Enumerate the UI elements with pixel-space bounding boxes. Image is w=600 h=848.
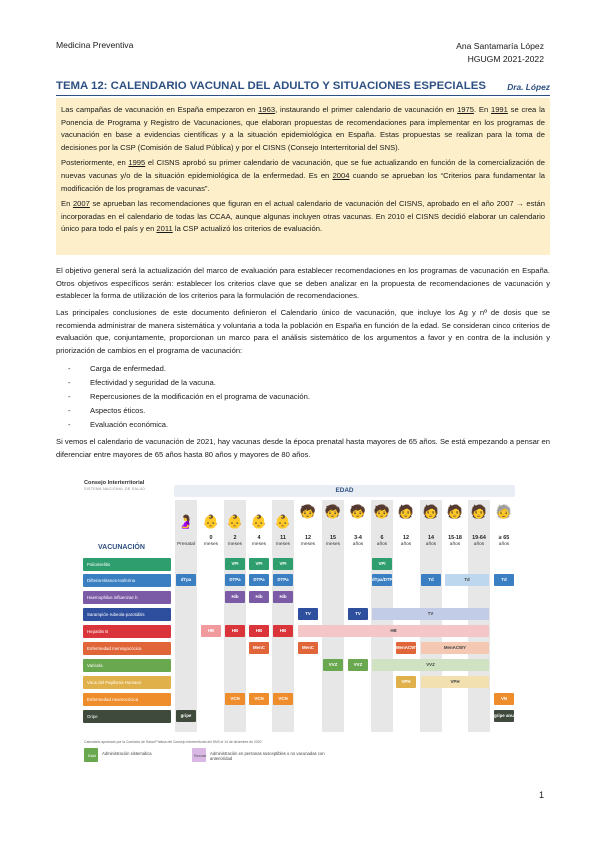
- vaccine-dose-cell: dTpa/DTPa: [372, 574, 392, 586]
- age-label: 6 años: [376, 535, 388, 547]
- vaccine-dose-cell: VPI: [273, 558, 293, 570]
- vaccine-dose-cell: Hib: [273, 591, 293, 603]
- vaccination-calendar-figure: [80, 478, 518, 768]
- vaccination-header: VACUNACIÓN: [98, 544, 145, 551]
- vaccine-dose-cell: VPI: [225, 558, 245, 570]
- vaccine-dose-cell: TV: [298, 608, 318, 620]
- vaccine-row-label: Hepatitis B: [83, 625, 171, 638]
- age-label: 11 meses: [275, 535, 291, 547]
- age-figure-icon: 🧒: [349, 504, 367, 519]
- age-figure-icon: 🤰: [177, 514, 195, 529]
- age-figure-icon: 👶: [202, 514, 220, 529]
- vaccine-dose-cell: HB: [201, 625, 221, 637]
- age-label: 3-4 años: [352, 535, 364, 547]
- council-subtitle: SISTEMA NACIONAL DE SALUD: [84, 487, 146, 491]
- vaccine-dose-cell: DTPa: [225, 574, 245, 586]
- vaccine-dose-cell: VPI: [372, 558, 392, 570]
- vaccine-dose-cell: HB: [225, 625, 245, 637]
- legend-tag-rescate: Rescate: [194, 754, 207, 758]
- body-text: [56, 265, 550, 466]
- vaccine-dose-cell: DTPa: [249, 574, 269, 586]
- vaccine-dose-cell: VCN: [225, 693, 245, 705]
- legend-catchup-text: Administración en personas susceptibles o no vacunadas con anterioridad: [210, 751, 325, 761]
- header-author: Ana Santamaría López: [456, 41, 544, 51]
- vaccine-dose-cell: Hib: [249, 591, 269, 603]
- body-paragraph-3: Si vemos el calendario de vacunación de 2021, hay vacunas desde la época prenatal hasta mayores de 65 años. Se está empezando a pensar en diferenciar entre mayores de 65 años hasta 80 años y mayores de 80 años.: [56, 437, 550, 459]
- vaccine-dose-cell: MenACWY: [396, 642, 416, 654]
- vaccine-row-label: Virus del Papiloma Humano: [83, 676, 171, 689]
- body-paragraph-1: El objetivo general será la actualización del marco de evaluación para establecer recomendaciones en los programas de vacunación en España. Otros objetivos específicos serán: establecer los criterios clave que se deben analizar en la propuesta de recomendaciones de vacunación y establecer la forma de utilización de los criterios para la formulación de recomendaciones.: [56, 266, 550, 301]
- list-item: - Carga de enfermedad.: [56, 362, 550, 376]
- header-author-block: [456, 40, 544, 65]
- vaccine-row-label: Poliomielitis: [83, 558, 171, 571]
- vaccine-dose-cell: MenC: [249, 642, 269, 654]
- age-label: 4 meses: [251, 535, 267, 547]
- vaccine-dose-cell: MenACWY: [421, 642, 489, 654]
- vaccine-dose-cell: HB: [249, 625, 269, 637]
- vaccine-row-label: Enfermedad meningocócica: [83, 642, 171, 655]
- age-figure-icon: 🧑: [446, 504, 464, 519]
- age-figure-icon: 👶: [274, 514, 292, 529]
- vaccine-dose-cell: VVZ: [348, 659, 368, 671]
- legend-tag-edad: Edad: [88, 754, 96, 758]
- age-label: 19-64 años: [472, 535, 486, 547]
- list-item: - Repercusiones de la modificación en el programa de vacunación.: [56, 390, 550, 404]
- age-label: 15 meses: [325, 535, 341, 547]
- vaccine-row-label: Enfermedad neumocócica: [83, 693, 171, 706]
- council-logo-text: Consejo Interterritorial: [84, 480, 145, 486]
- vaccine-dose-cell: MenC: [298, 642, 318, 654]
- page-number: 1: [538, 790, 544, 800]
- vaccine-dose-cell: HB: [298, 625, 489, 637]
- body-paragraph-2: Las principales conclusiones de este documento definieron el Calendario único de vacunación, que incluye los Ag y nº de dosis que se recomienda administrar de manera sistemática y voluntaria a toda la población en España en función de la edad. Se consideran cinco criterios de evaluación que, conjuntamente, proporcionan un marco para el análisis sistemático de los argumentos a favor y en contra de la inclusión y priorización de cambios en el programa de vacunación:: [56, 308, 550, 356]
- age-figure-icon: 🧓: [495, 504, 513, 519]
- age-figure-icon: 👶: [250, 514, 268, 529]
- age-figure-icon: 🧒: [324, 504, 342, 519]
- age-header-bar: [174, 485, 515, 497]
- age-label: 2 meses: [227, 535, 243, 547]
- age-figure-icon: 🧑: [397, 504, 415, 519]
- header-hospital: HGUGM 2021-2022: [467, 53, 544, 64]
- vaccine-dose-cell: VPH: [396, 676, 416, 688]
- age-label: ≥ 65 años: [498, 535, 510, 547]
- age-label: 12 meses: [300, 535, 316, 547]
- age-label: 15-18 años: [448, 535, 462, 547]
- vaccine-dose-cell: VPH: [421, 676, 489, 688]
- vaccine-dose-cell: VCN: [249, 693, 269, 705]
- list-item: - Aspectos éticos.: [56, 404, 550, 418]
- age-label: 12 años: [400, 535, 412, 547]
- vaccine-dose-cell: VVZ: [323, 659, 343, 671]
- vaccine-dose-cell: VCN: [273, 693, 293, 705]
- vaccine-dose-cell: Td: [421, 574, 441, 586]
- header-subject: Medicina Preventiva: [56, 40, 134, 50]
- age-figure-icon: 👶: [226, 514, 244, 529]
- age-column: [175, 500, 197, 732]
- vaccine-row-label: Gripe: [83, 710, 171, 723]
- vaccine-dose-cell: HB: [273, 625, 293, 637]
- vaccine-dose-cell: VPI: [249, 558, 269, 570]
- age-label: 14 años: [425, 535, 437, 547]
- vaccine-dose-cell: dTpa: [176, 574, 196, 586]
- list-item: - Efectividad y seguridad de la vacuna.: [56, 376, 550, 390]
- vaccine-dose-cell: TV: [348, 608, 368, 620]
- vaccine-dose-cell: Td: [445, 574, 489, 586]
- age-figure-icon: 🧑: [470, 504, 488, 519]
- highlight-paragraph-2: Posteriormente, en 1995 el CISNS aprobó su primer calendario de vacunación, que se fue actualizando en función de la comercialización de nuevas vacunas y/o de la situación epidemiológica de la enfermedad. Es en 2004 cuando se aprueban los “Criterios para fundamentar la modificación de los programas de vacunas”.: [61, 158, 545, 193]
- list-item: - Evaluación económica.: [56, 418, 550, 432]
- highlight-paragraph-1: Las campañas de vacunación en España empezaron en 1963, instaurando el primer calendario de vacunación en 1975. En 1991 se crea la Ponencia de Programa y Registro de Vacunaciones, que elaboran propuestas de recomendaciones para implementar en los programas de vacunación en base a evidencias científicas y a la situación epidemiológica en España. Estas propuestas se realizan para la toma de decisiones por la CSP (Comisión de Salud Pública) y por el CISNS (Consejo Interterritorial del SNS).: [61, 105, 545, 152]
- age-header-label: EDAD: [335, 487, 354, 494]
- figure-footnote: Calendario aprobado por la Comisión de Salud Pública del Consejo Interterritorial del SNS el 14 de diciembre de 2020: [84, 740, 262, 744]
- vaccine-row-label: Difteria-tétanos-tosferina: [83, 574, 171, 587]
- page-title: TEMA 12: CALENDARIO VACUNAL DEL ADULTO Y SITUACIONES ESPECIALES: [56, 80, 486, 92]
- age-figure-icon: 🧒: [373, 504, 391, 519]
- vaccine-dose-cell: TV: [372, 608, 489, 620]
- vaccine-row-label: Varicela: [83, 659, 171, 672]
- age-label: 0 meses: [203, 535, 219, 547]
- vaccine-dose-cell: VVZ: [372, 659, 489, 671]
- highlight-box: [56, 98, 550, 255]
- criteria-list: [56, 362, 550, 432]
- title-row: [56, 80, 550, 96]
- age-figure-icon: 🧒: [299, 504, 317, 519]
- doctor-name: Dra. López: [507, 82, 550, 92]
- vaccine-row-label: Haemophilus influenzae b: [83, 591, 171, 604]
- highlight-paragraph-3: En 2007 se aprueban las recomendaciones que figuran en el actual calendario de vacunación del CISNS, aprobado en el año 2007 → están incorporadas en el calendario de todas las CCAA, aunque algunas incluyen otras vacunas. En 2010 el CISNS decidió elaborar un calendario único para todo el país y en 2011 la CSP actualizó los criterios de evaluación.: [61, 199, 545, 234]
- age-figure-icon: 🧑: [422, 504, 440, 519]
- vaccine-dose-cell: DTPa: [273, 574, 293, 586]
- vaccine-dose-cell: Td: [494, 574, 514, 586]
- vaccine-dose-cell: Hib: [225, 591, 245, 603]
- vaccine-dose-cell: gripe anual: [494, 710, 514, 722]
- age-label: Prenatal: [177, 541, 195, 547]
- vaccine-row-label: Sarampión-rubeola-parotiditis: [83, 608, 171, 621]
- legend-systematic-text: Administración sistemática: [102, 751, 152, 756]
- vaccine-dose-cell: VN: [494, 693, 514, 705]
- vaccine-dose-cell: gripe: [176, 710, 196, 722]
